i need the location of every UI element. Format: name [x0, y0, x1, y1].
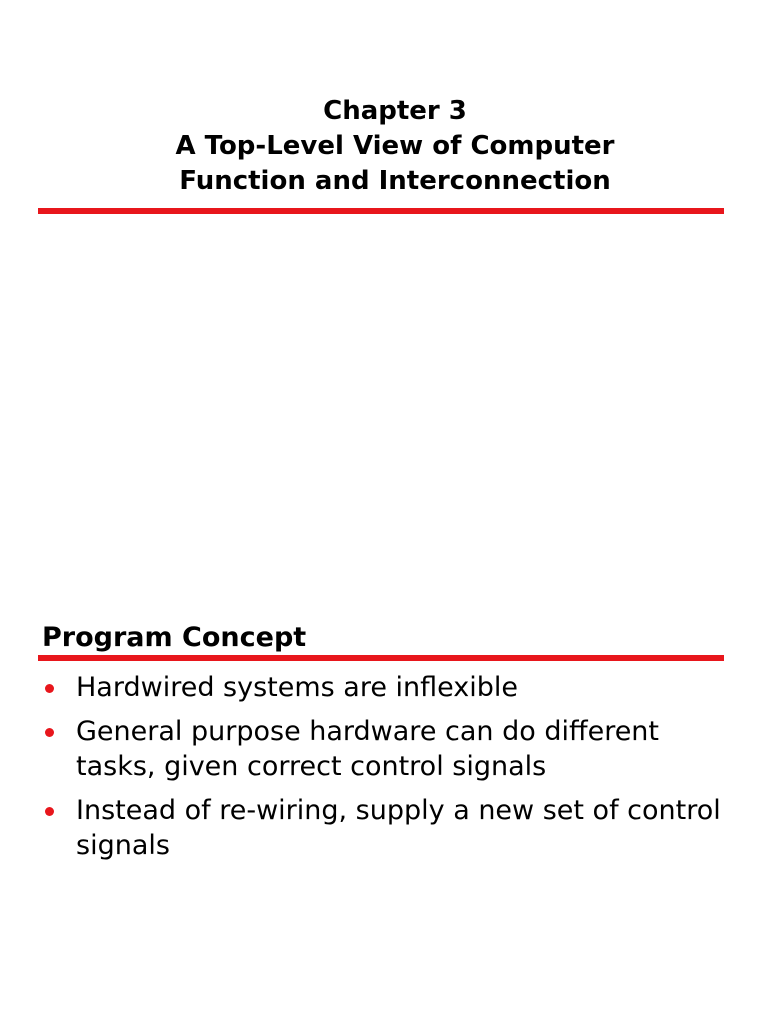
title-line-chapter: Chapter 3 — [323, 96, 467, 126]
section-divider — [38, 655, 724, 661]
section-heading: Program Concept — [42, 622, 307, 653]
bullet-item — [42, 670, 742, 705]
title-divider — [38, 208, 724, 214]
title-line-3: Function and Interconnection — [179, 166, 611, 196]
bullet-item — [42, 793, 742, 863]
bullet-icon — [45, 684, 54, 693]
bullet-text: Instead of re-wiring, supply a new set of control signals — [76, 795, 721, 861]
slide-title — [40, 94, 750, 199]
bullet-list — [42, 670, 742, 872]
bullet-item — [42, 714, 742, 784]
bullet-text: Hardwired systems are inflexible — [76, 672, 519, 703]
title-line-2: A Top-Level View of Computer — [175, 131, 615, 161]
bullet-icon — [45, 807, 54, 816]
bullet-icon — [45, 728, 54, 737]
bullet-text: General purpose hardware can do different tasks, given correct control signals — [76, 716, 660, 782]
